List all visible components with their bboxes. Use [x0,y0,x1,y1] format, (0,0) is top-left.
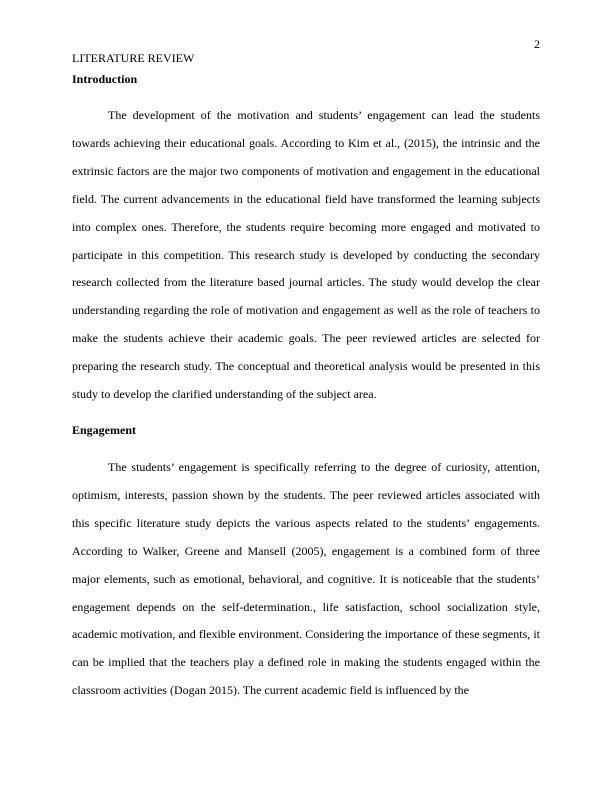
section-heading-introduction: Introduction [72,72,138,86]
introduction-paragraph: The development of the motivation and students’ engagement can lead the students towards achieving their educational goals. According to Kim et al., (2015), the intrinsic and the extrinsic factors are the major two components of motivation and engagement in the educational field. The current advancements in the educational field have transformed the learning subjects into complex ones. Therefore, the students require becoming more engaged and motivated to participate in this competition. This research study is developed by conducting the secondary research collected from the literature based journal articles. The study would develop the clear understanding regarding the role of motivation and engagement as well as the role of teachers to make the students achieve their academic goals. The peer reviewed articles are selected for preparing the research study. The conceptual and theoretical analysis would be presented in this study to develop the clarified understanding of the subject area. [72,108,540,402]
page-number: 2 [534,37,540,51]
running-head: LITERATURE REVIEW [72,51,195,65]
engagement-paragraph: The students’ engagement is specifically referring to the degree of curiosity, attention, optimism, interests, passion shown by the students. The peer reviewed articles associated with this specific literature study depicts the various aspects related to the students’ engagements. According to Walker, Greene and Mansell (2005), engagement is a combined form of three major elements, such as emotional, behavioral, and cognitive. It is noticeable that the students’ engagement depends on the self-determination., life satisfaction, school socialization style, academic motivation, and flexible environment. Considering the importance of these segments, it can be implied that the teachers play a defined role in making the students engaged within the classroom activities (Dogan 2015). The current academic field is influenced by the [72,460,540,698]
section-heading-engagement: Engagement [72,423,136,437]
